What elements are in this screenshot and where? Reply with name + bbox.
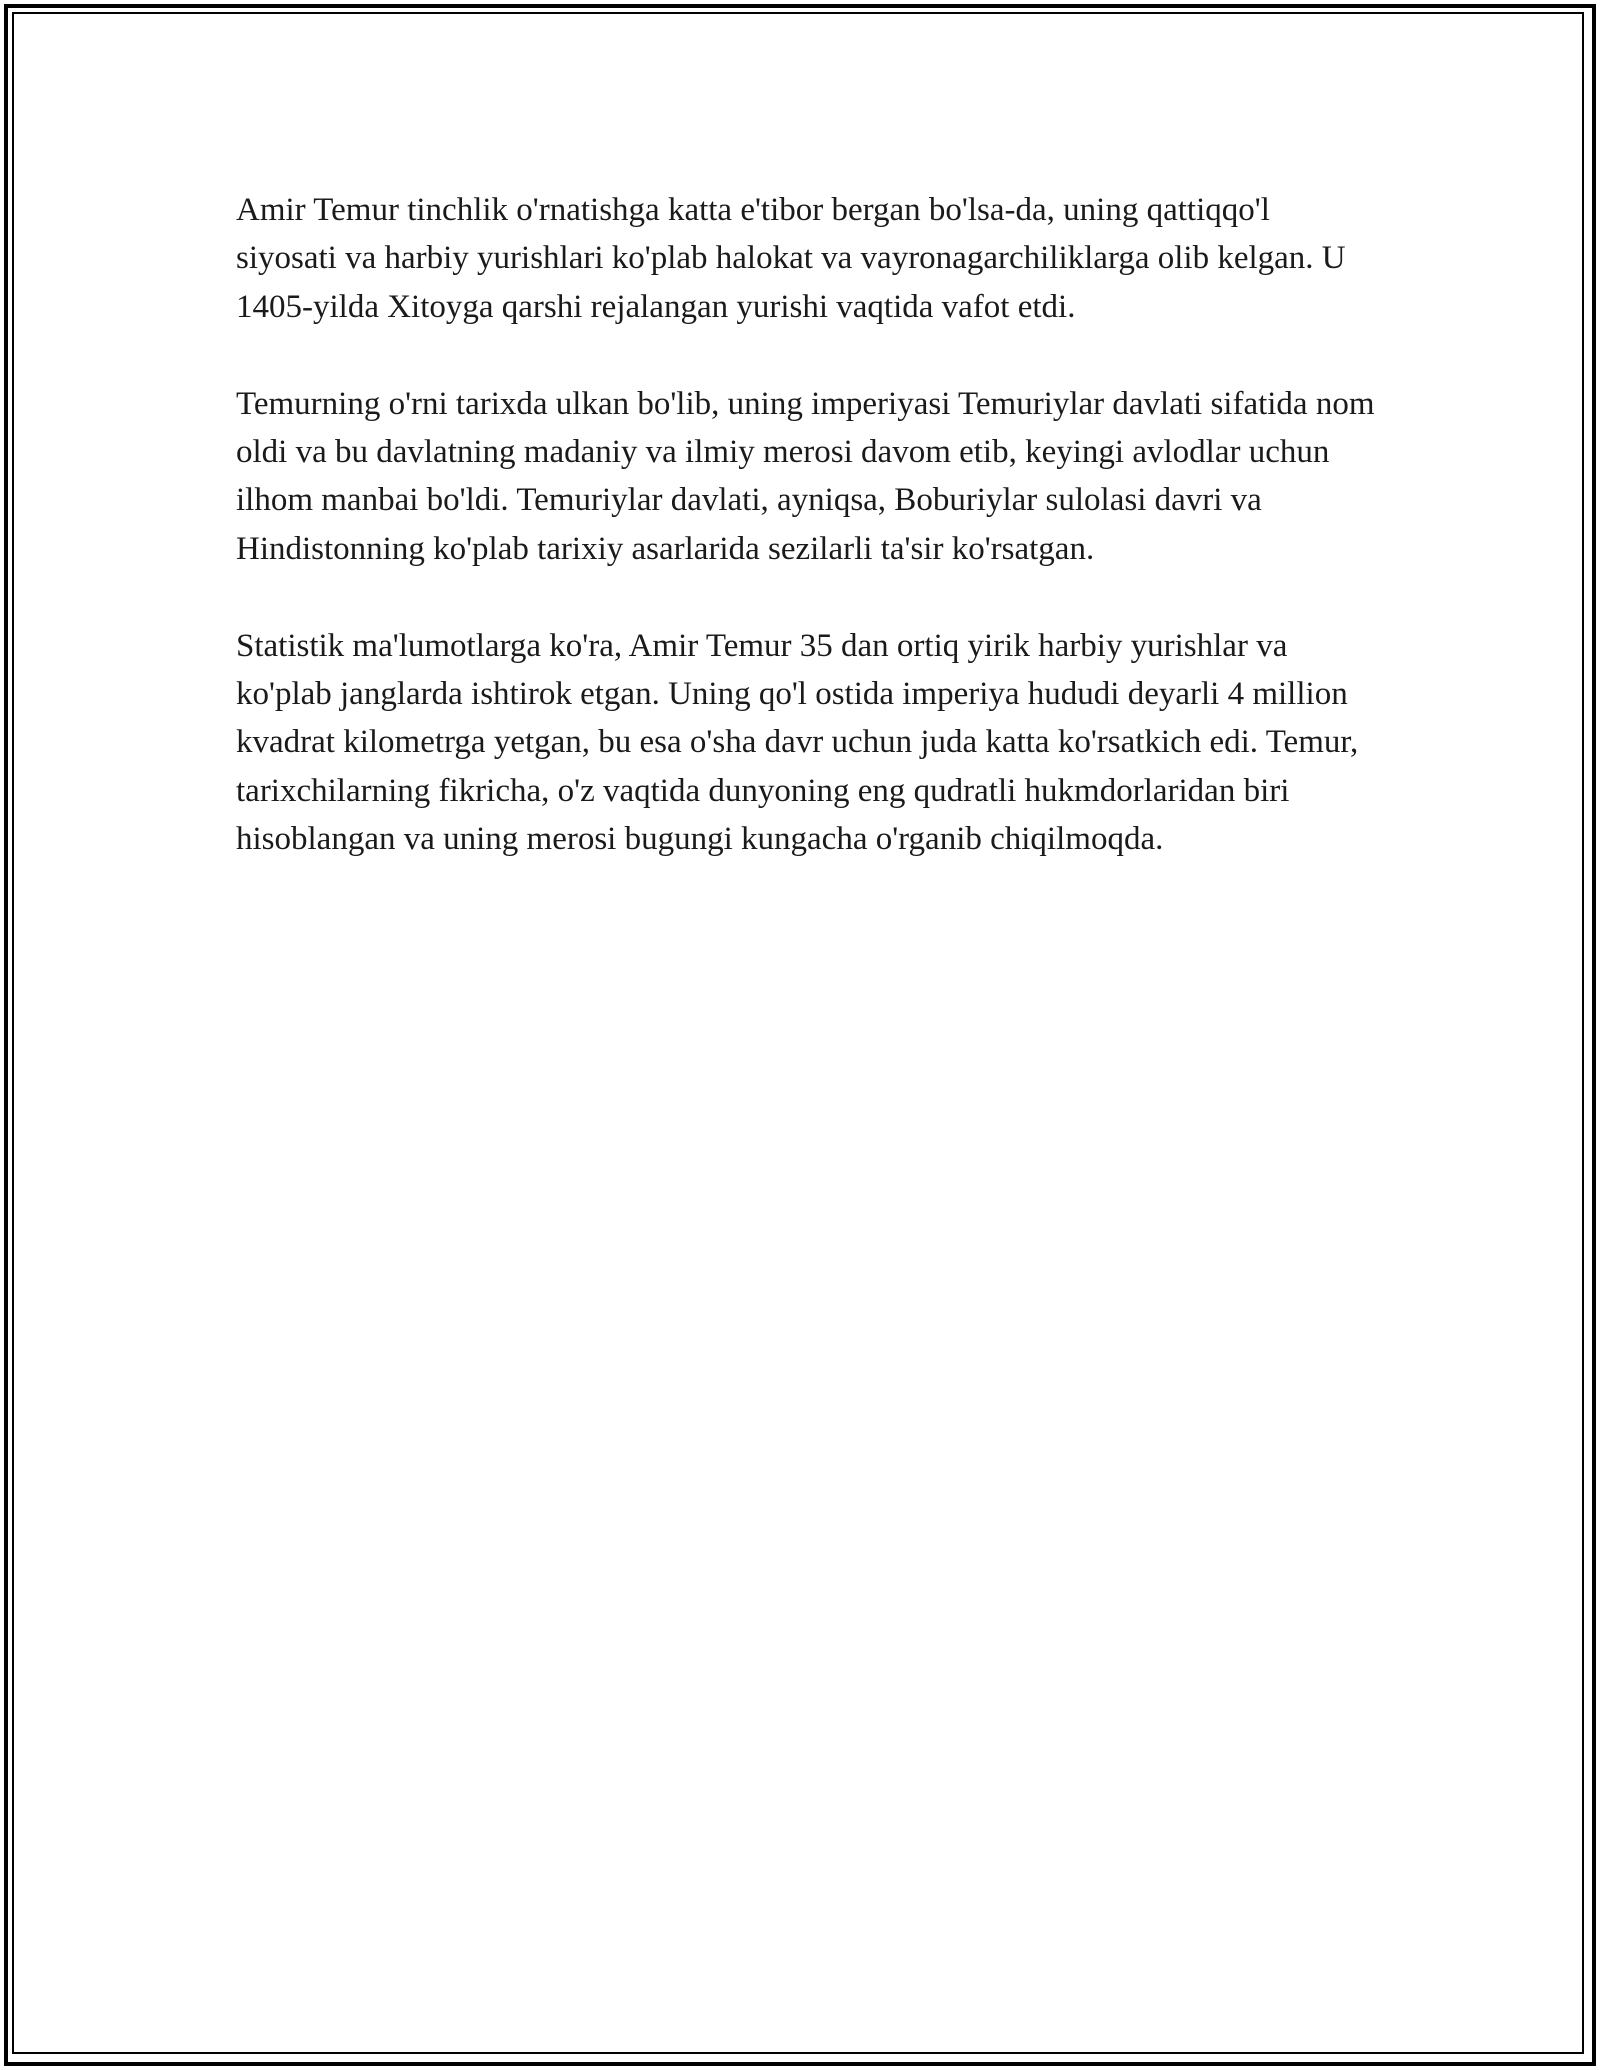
document-body [236, 186, 1376, 912]
paragraph: Statistik ma'lumotlarga ko'ra, Amir Temur 35 dan ortiq yirik harbiy yurishlar va ko'plab janglarda ishtirok etgan. Uning qo'l ostida imperiya hududi deyarli 4 million kvadrat kilometrga yetgan, bu esa o'sha davr uchun juda katta ko'rsatkich edi. Temur, tarixchilarning fikricha, o'z vaqtida dunyoning eng qudratli hukmdorlaridan biri hisoblangan va uning merosi bugungi kungacha o'rganib chiqilmoqda. [236, 627, 1359, 858]
paragraph: Amir Temur tinchlik o'rnatishga katta e'tibor bergan bo'lsa-da, uning qattiqqo'l siyosati va harbiy yurishlari ko'plab halokat va vayronagarchiliklarga olib kelgan. U 1405-yilda Xitoyga qarshi rejalangan yurishi vaqtida vafot etdi. [236, 192, 1346, 325]
paragraph: Temurning o'rni tarixda ulkan bo'lib, uning imperiyasi Temuriylar davlati sifatida nom oldi va bu davlatning madaniy va ilmiy merosi davom etib, keyingi avlodlar uchun ilhom manbai bo'ldi. Temuriylar davlati, ayniqsa, Boburiylar sulolasi davri va Hindistonning ko'plab tarixiy asarlarida sezilarli ta'sir ko'rsatgan. [236, 385, 1375, 567]
